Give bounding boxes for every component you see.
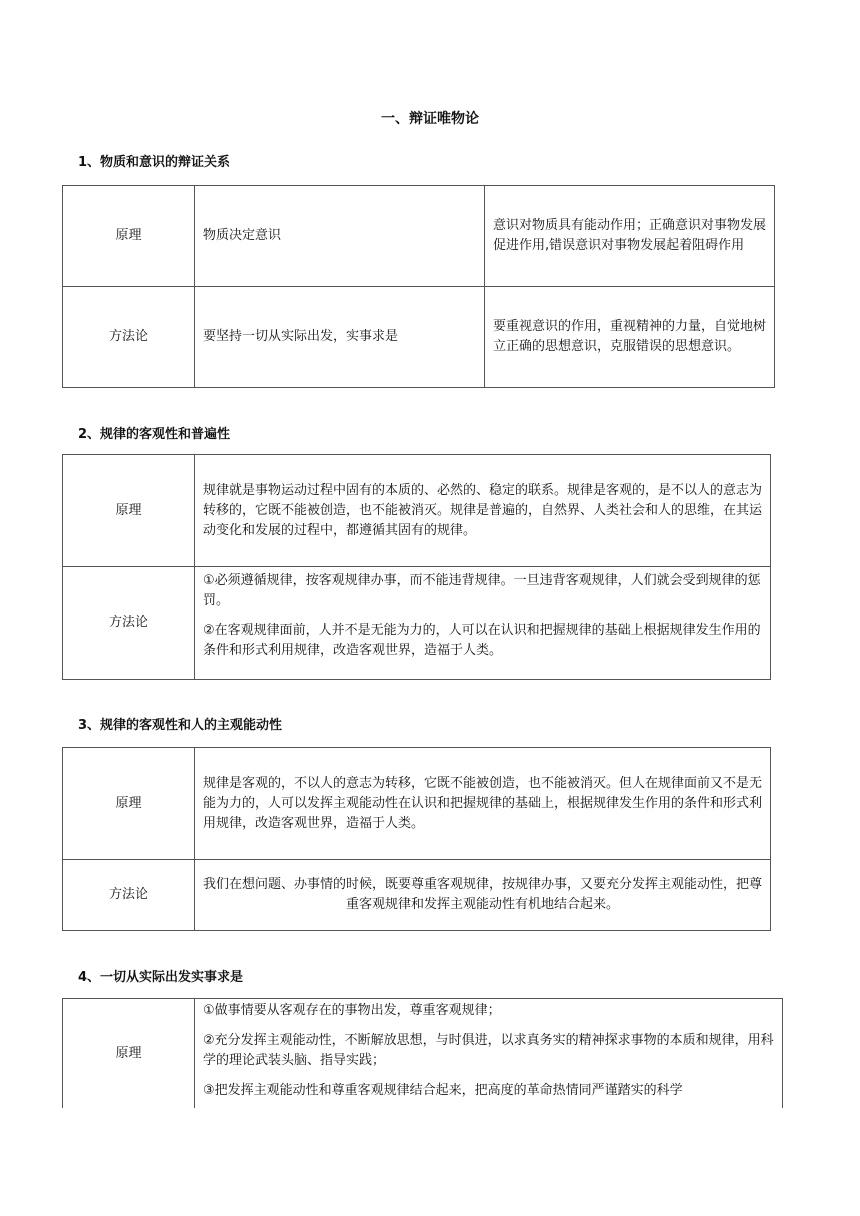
- section-3-principle: 规律是客观的，不以人的意志为转移，它既不能被创造，也不能被消灭。但人在规律面前又不是无能为力的，人可以发挥主观能动性在认识和把握规律的基础上，根据规律发生作用的条件和形式利用规律，改造客观世界，造福于人类。: [195, 748, 771, 860]
- section-1-method-a: 要坚持一切从实际出发，实事求是: [195, 287, 485, 388]
- section-4-principle-item-3: ③把发挥主观能动性和尊重客观规律结合起来，把高度的革命热情同严谨踏实的科学: [203, 1083, 683, 1098]
- section-4-principle-item-1: ①做事情要从客观存在的事物出发，尊重客观规律；: [203, 1003, 501, 1018]
- section-4-principle-item-2: ②充分发挥主观能动性，不断解放思想，与时俱进，以求真务实的精神探求事物的本质和规律，用科学的理论武装头脑、指导实践；: [203, 1033, 774, 1068]
- section-1-principle-b: 意识对物质具有能动作用；正确意识对事物发展促进作用,错误意识对事物发展起着阻碍作用: [485, 186, 775, 287]
- section-2-method-item-2: ②在客观规律面前，人并不是无能为力的，人可以在认识和把握规律的基础上根据规律发生作用的条件和形式利用规律，改造客观世界，造福于人类。: [203, 623, 761, 658]
- section-2-method-label: 方法论: [63, 567, 195, 680]
- document-title: 一、辩证唯物论: [381, 111, 479, 127]
- section-1-method-label: 方法论: [63, 287, 195, 388]
- section-3-method-label: 方法论: [63, 860, 195, 931]
- section-2-heading: 2、规律的客观性和普遍性: [78, 427, 231, 442]
- section-2-method-cell: [195, 567, 771, 680]
- section-3-table: [62, 747, 771, 931]
- section-4-heading: 4、一切从实际出发实事求是: [78, 970, 244, 985]
- section-2-principle: 规律就是事物运动过程中固有的本质的、必然的、稳定的联系。规律是客观的，是不以人的意志为转移的，它既不能被创造，也不能被消灭。规律是普遍的，自然界、人类社会和人的思维，在其运动变化和发展的过程中，都遵循其固有的规律。: [195, 455, 771, 567]
- section-1-heading: 1、物质和意识的辩证关系: [78, 155, 231, 170]
- section-4-table: [62, 998, 783, 1108]
- section-3-method: 我们在想问题、办事情的时候，既要尊重客观规律，按规律办事，又要充分发挥主观能动性，把尊重客观规律和发挥主观能动性有机地结合起来。: [195, 860, 771, 931]
- section-1-table: [62, 185, 775, 388]
- section-2-table: [62, 454, 771, 680]
- section-3-heading: 3、规律的客观性和人的主观能动性: [78, 718, 283, 733]
- section-3-principle-label: 原理: [63, 748, 195, 860]
- section-2-method-item-1: ①必须遵循规律，按客观规律办事，而不能违背规律。一旦违背客观规律，人们就会受到规律的惩罚。: [203, 573, 761, 608]
- section-1-principle-label: 原理: [63, 186, 195, 287]
- section-1-method-b: 要重视意识的作用，重视精神的力量，自觉地树立正确的思想意识，克服错误的思想意识。: [485, 287, 775, 388]
- section-2-principle-label: 原理: [63, 455, 195, 567]
- section-1-principle-a: 物质决定意识: [195, 186, 485, 287]
- section-4-principle-cell: [195, 999, 783, 1109]
- section-4-principle-label: 原理: [63, 999, 195, 1109]
